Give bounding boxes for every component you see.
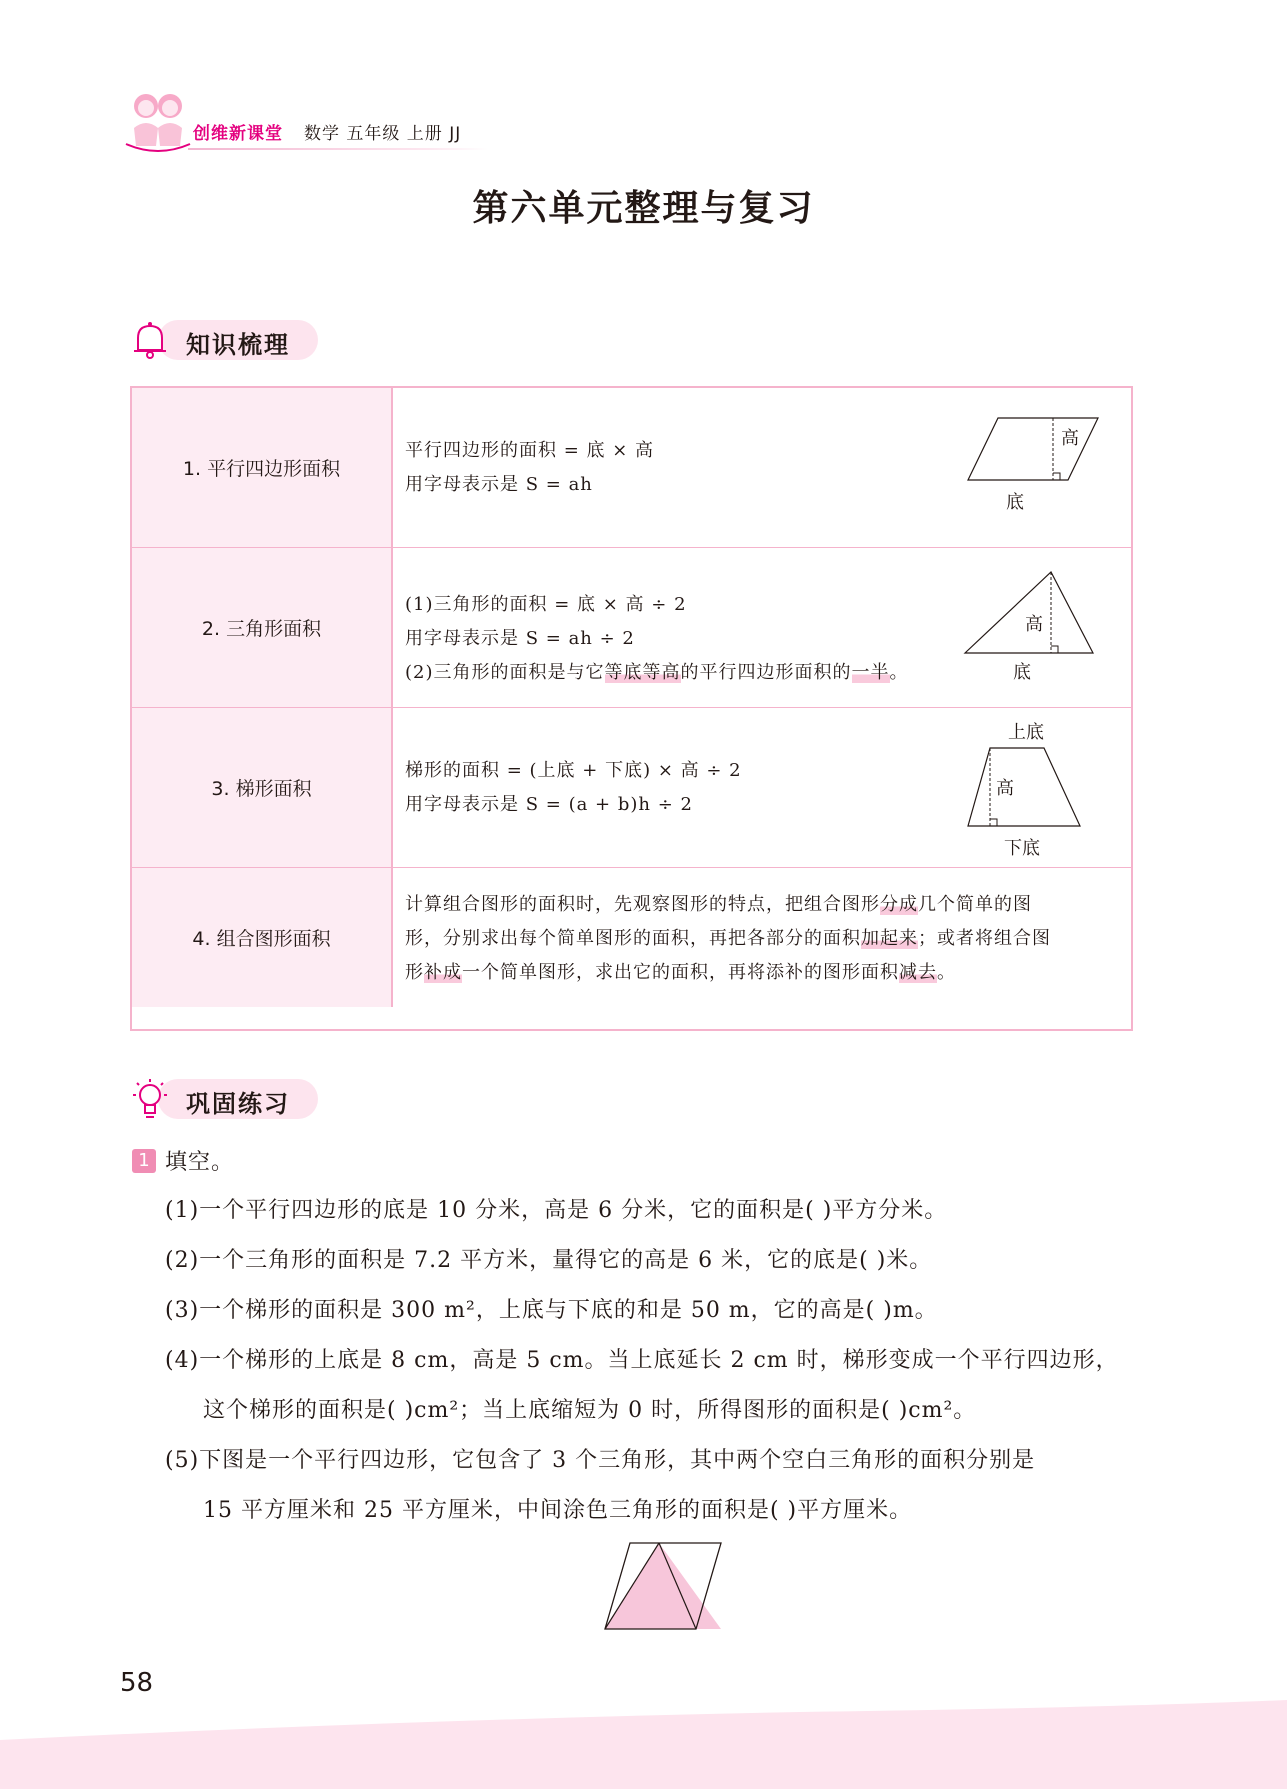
question-item: (2)一个三角形的面积是 7.2 平方米，量得它的高是 6 米，它的底是( )米。 (165, 1248, 933, 1273)
row-title: 2. 三角形面积 (132, 548, 393, 707)
question-item: (4)一个梯形的上底是 8 cm，高是 5 cm。当上底延长 2 cm 时，梯形变成一个平行四边形， (165, 1348, 1119, 1373)
formula-line: 梯形的面积 = (上底 + 下底) × 高 ÷ 2 (405, 760, 742, 781)
highlight-text: 等底等高 (604, 662, 681, 683)
formula-line: (1)三角形的面积 = 底 × 高 ÷ 2 (405, 594, 687, 615)
page-title: 第六单元整理与复习 (472, 188, 815, 229)
row-title: 3. 梯形面积 (132, 708, 393, 867)
highlight-text: 补成 (424, 962, 462, 983)
lightbulb-icon (128, 1077, 172, 1121)
highlight-text: 一半 (851, 662, 890, 683)
knowledge-table (130, 386, 1133, 1031)
highlight-text: 加起来 (861, 928, 918, 949)
practice-section-title: 巩固练习 (186, 1090, 290, 1118)
knowledge-section-title: 知识梳理 (186, 331, 290, 359)
mascot-logo-icon (124, 88, 192, 154)
triangle-figure (955, 566, 1115, 696)
practice-section-heading (128, 1077, 328, 1121)
height-label: 高 (1025, 614, 1043, 635)
trapezoid-figure (958, 716, 1098, 866)
subject-info: 数学 五年级 上册 JJ (304, 124, 462, 144)
top-base-label: 上底 (1008, 722, 1044, 743)
height-label: 高 (1061, 428, 1079, 449)
question-item: (1)一个平行四边形的底是 10 分米，高是 6 分米，它的面积是( )平方分米。 (165, 1198, 948, 1223)
paragraph-line: 形补成一个简单图形，求出它的面积，再将添补的图形面积减去。 (405, 962, 956, 983)
question-item: (5)下图是一个平行四边形，它包含了 3 个三角形，其中两个空白三角形的面积分别是 (165, 1448, 1036, 1473)
paragraph-line: 形，分别求出每个简单图形的面积，再把各部分的面积加起来；或者将组合图 (405, 928, 1051, 949)
row-title: 4. 组合图形面积 (132, 868, 393, 1007)
table-row (132, 868, 1131, 1007)
question-item: (3)一个梯形的面积是 300 m²，上底与下底的和是 50 m，它的高是( )m。 (165, 1298, 938, 1323)
highlight-text: 减去 (899, 962, 937, 983)
footer-decoration (0, 1700, 1287, 1789)
table-row (132, 708, 1131, 868)
bottom-base-label: 下底 (1004, 838, 1040, 859)
formula-line: 用字母表示是 S = ah (405, 474, 593, 495)
shaded-parallelogram-figure (600, 1540, 726, 1632)
formula-line: (2)三角形的面积是与它等底等高的平行四边形面积的一半。 (405, 662, 909, 683)
question-item-continued: 15 平方厘米和 25 平方厘米，中间涂色三角形的面积是( )平方厘米。 (203, 1498, 913, 1523)
row-title: 1. 平行四边形面积 (132, 388, 393, 547)
highlight-text: 分成 (880, 894, 918, 915)
table-row (132, 388, 1131, 548)
bell-icon (128, 318, 172, 362)
header-divider (188, 148, 488, 150)
paragraph-line: 计算组合图形的面积时，先观察图形的特点，把组合图形分成几个简单的图 (405, 894, 1032, 915)
formula-line: 用字母表示是 S = ah ÷ 2 (405, 628, 635, 649)
brand-name: 创维新课堂 (193, 124, 283, 144)
base-label: 底 (1013, 662, 1031, 683)
formula-line: 平行四边形的面积 = 底 × 高 (405, 440, 655, 461)
question-item-continued: 这个梯形的面积是( )cm²；当上底缩短为 0 时，所得图形的面积是( )cm²。 (203, 1398, 977, 1423)
table-row (132, 548, 1131, 708)
question-number-badge: 1 (132, 1149, 156, 1173)
height-label: 高 (996, 778, 1014, 799)
page-number: 58 (120, 1668, 154, 1698)
formula-line: 用字母表示是 S = (a + b)h ÷ 2 (405, 794, 693, 815)
parallelogram-figure (958, 410, 1118, 520)
knowledge-section-heading (128, 318, 328, 362)
base-label: 底 (1006, 492, 1024, 513)
question-title: 填空。 (165, 1150, 235, 1175)
